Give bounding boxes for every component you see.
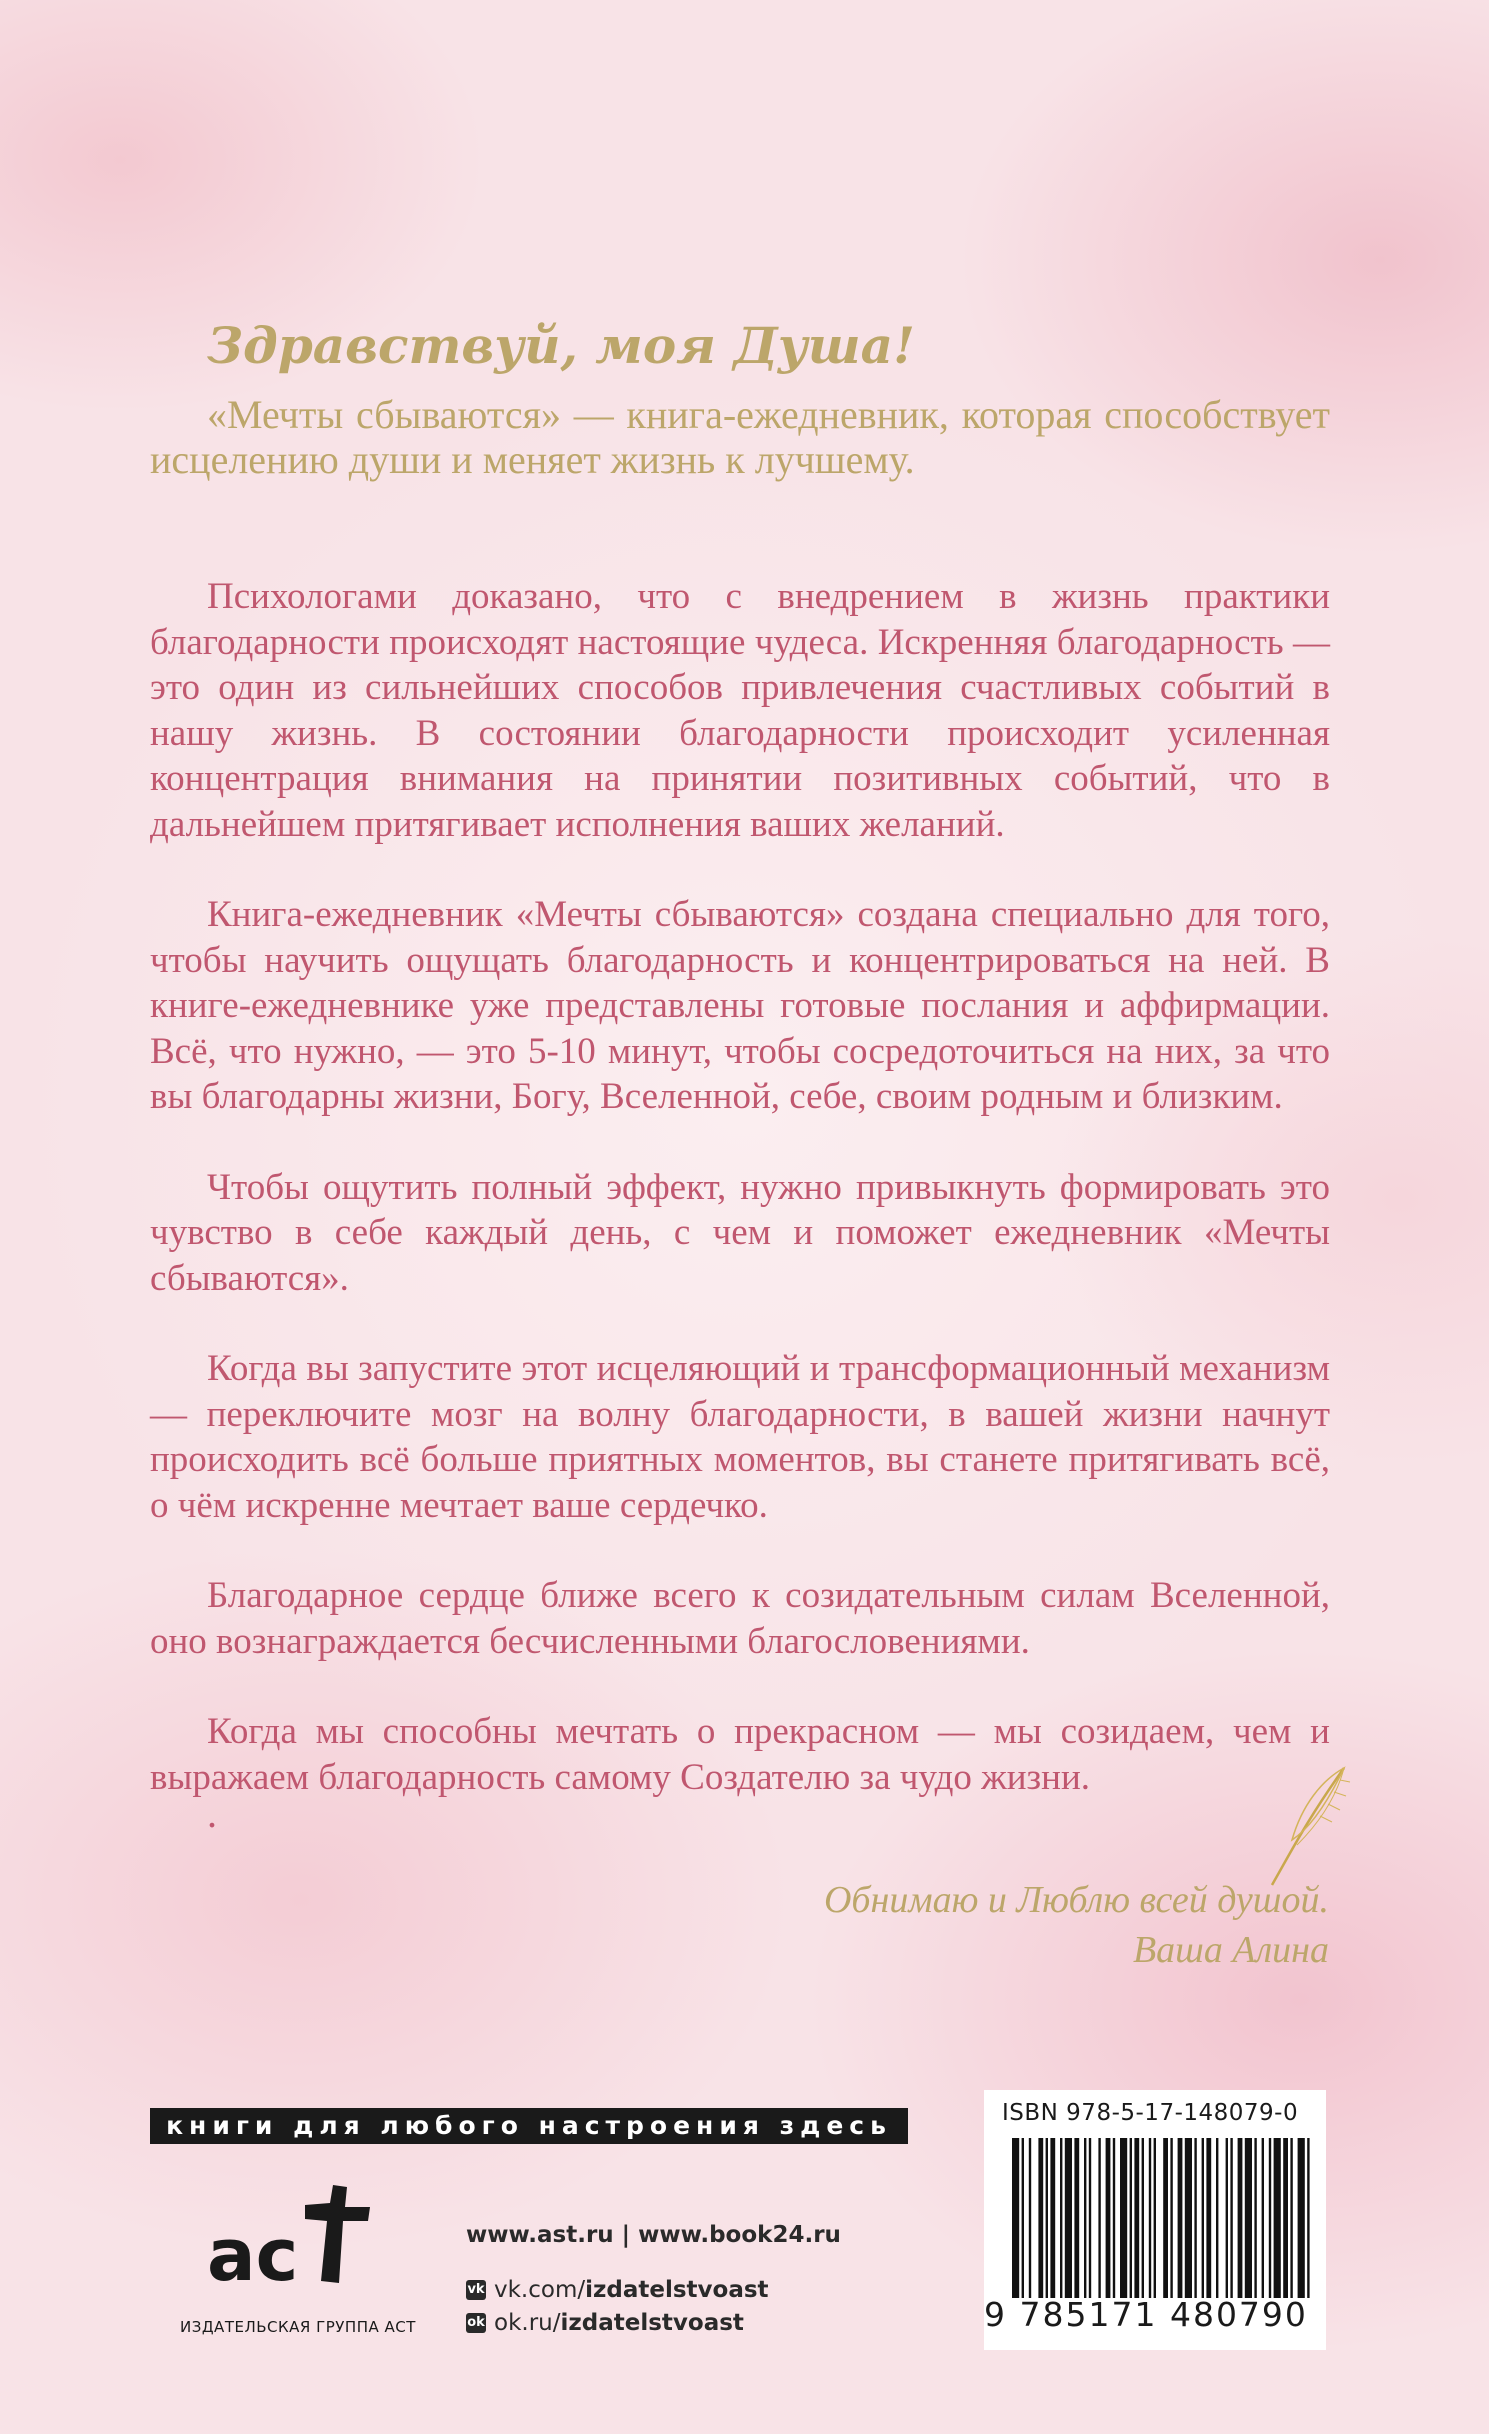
barcode-bar	[1149, 2138, 1151, 2298]
ok-handle: izdatelstvoast	[560, 2310, 744, 2336]
signoff-line: Обнимаю и Люблю всей душой.	[823, 1879, 1329, 1921]
barcode-bar	[1254, 2138, 1256, 2298]
publisher-name: ИЗДАТЕЛЬСКАЯ ГРУППА АСТ	[180, 2318, 416, 2336]
barcode-bar	[1262, 2138, 1264, 2298]
barcode-bar	[1046, 2138, 1048, 2298]
body-paragraph: Когда мы способны мечтать о прекрасном — мы созидаем, чем и выражаем благодарность самому Создателю за чудо жизни.	[150, 1711, 1330, 1798]
body-paragraph: Психологами доказано, что с внедрением в жизнь практики благодарности происходят настоящие чудеса. Искренняя благодарность — это один из сильнейших способов привлечения счастливых событий в нашу жизнь. В состоянии благодарности происходит усиленная концентрация внимания на принятии позитивных событий, что в дальнейшем притягивает исполнения ваших желаний.	[150, 576, 1330, 845]
barcode-bar	[1120, 2138, 1127, 2298]
barcode-bar	[1106, 2138, 1111, 2298]
barcode-bar	[1202, 2138, 1204, 2298]
barcode-bar	[1134, 2138, 1139, 2298]
barcode-bar	[1298, 2138, 1305, 2298]
barcode-bar	[1170, 2138, 1172, 2298]
barcode-bar	[1185, 2138, 1192, 2298]
author-signature: Ваша Алина	[1132, 1929, 1329, 1971]
barcode-bar	[1307, 2138, 1309, 2298]
feather-icon	[1262, 1760, 1352, 1890]
body-paragraph: Благодарное сердце ближе всего к созидательным силам Вселенной, оно вознаграждается бесчисленными благословениями.	[150, 1575, 1330, 1662]
ok-icon: ok	[466, 2313, 486, 2333]
vk-prefix: vk.com/	[494, 2277, 586, 2303]
barcode-bar	[1154, 2138, 1156, 2298]
barcode-bar	[1194, 2138, 1196, 2298]
greeting-heading: Здравствуй, моя Душа!	[207, 316, 915, 375]
vk-icon: vk	[466, 2280, 486, 2300]
body-paragraph: Когда вы запустите этот исцеляющий и трансформационный механизм — переключите мозг на волну благодарности, в вашей жизни начнут происходить всё больше приятных моментов, вы станете притягивать всё, о чём искренне мечтает ваше сердечко.	[150, 1348, 1330, 1526]
ok-prefix: ok.ru/	[494, 2310, 561, 2336]
slogan-bar: книги для любого настроения здесь	[150, 2108, 908, 2144]
barcode-bar	[1274, 2138, 1281, 2298]
barcode-bar	[1206, 2138, 1211, 2298]
publisher-logo	[205, 2185, 375, 2295]
barcode-bar	[1216, 2138, 1218, 2298]
body-text	[150, 574, 1330, 1845]
barcode-bar	[1089, 2138, 1091, 2298]
barcode-bar	[1074, 2138, 1079, 2298]
barcode-bar	[1238, 2138, 1243, 2298]
barcode-bar	[1060, 2138, 1062, 2298]
website-links[interactable]: www.ast.ru | www.book24.ru	[466, 2222, 841, 2248]
barcode-bar	[1038, 2138, 1043, 2298]
ean-digits: 9 785171 480790	[984, 2295, 1308, 2334]
barcode-bar	[1245, 2138, 1252, 2298]
barcode-bar	[1226, 2138, 1228, 2298]
isbn-number: ISBN 978-5-17-148079-0	[1002, 2100, 1299, 2126]
barcode-bar	[1050, 2138, 1055, 2298]
body-paragraph: Книга-ежедневник «Мечты сбываются» создана специально для того, чтобы научить ощущать благодарность и концентрироваться на ней. В книге-ежедневнике уже представлены готовые послания и аффирмации. Всё, что нужно, — это 5-10 минут, чтобы сосредоточиться на них, за что вы благодарны жизни, Богу, Вселенной, себе, своим родным и близким.	[150, 894, 1330, 1117]
barcode-bar	[1084, 2138, 1086, 2298]
barcode-bar	[1130, 2138, 1132, 2298]
vk-link[interactable]	[466, 2277, 769, 2303]
barcode-bar	[1065, 2138, 1072, 2298]
svg-text:ac: ac	[207, 2213, 299, 2295]
barcode-bar	[1113, 2138, 1115, 2298]
barcode-bar	[1142, 2138, 1144, 2298]
vk-handle: izdatelstvoast	[585, 2277, 769, 2303]
barcode-bar	[1290, 2138, 1292, 2298]
barcode-bar	[1012, 2138, 1019, 2298]
barcode-bar	[1163, 2138, 1168, 2298]
body-paragraph: Чтобы ощутить полный эффект, нужно привыкнуть формировать это чувство в себе каждый день, с чем и поможет ежедневник «Мечты сбываются».	[150, 1166, 1330, 1299]
barcode-bar	[1283, 2138, 1288, 2298]
ok-link[interactable]	[466, 2310, 744, 2336]
barcode-bar	[1029, 2138, 1031, 2298]
barcode-bar	[1230, 2138, 1232, 2298]
barcode-bar	[1022, 2138, 1024, 2298]
barcode	[1012, 2138, 1312, 2298]
stray-dot: .	[207, 1791, 217, 1836]
barcode-bar	[1098, 2138, 1100, 2298]
signoff	[824, 1875, 1329, 1975]
isbn-barcode-box	[984, 2090, 1326, 2350]
intro-paragraph: «Мечты сбываются» — книга-ежедневник, которая способствует исцелению души и меняет жизнь к лучшему.	[150, 392, 1330, 482]
barcode-bar	[1269, 2138, 1271, 2298]
barcode-bar	[1178, 2138, 1183, 2298]
